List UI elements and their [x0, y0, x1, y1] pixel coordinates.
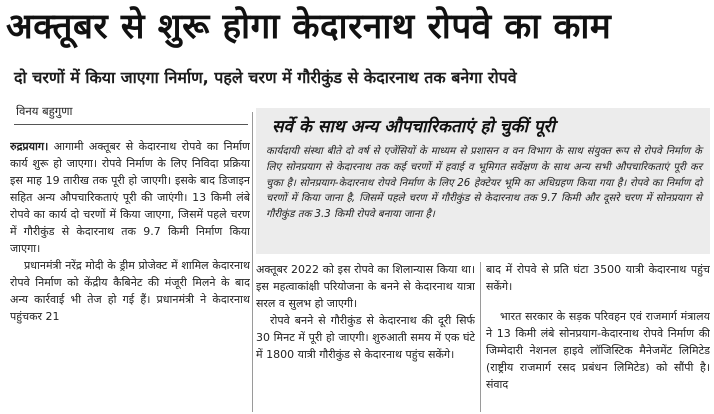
column-divider — [252, 112, 253, 412]
article-paragraph: प्रधानमंत्री नरेंद्र मोदी के ड्रीम प्रोजेक्ट में शामिल केदारनाथ रोपवे निर्माण को केंद्रीय कैबिनेट की मंजूरी मिलने के बाद अन्य कार्रवाई भी तेज हो गई हैं। प्रधानमंत्री ने केदारनाथ पहुंचकर 21 — [10, 259, 250, 323]
article-paragraph: रोपवे बनने से गौरीकुंड से केदारनाथ की दूरी सिर्फ 30 मिनट में पूरी हो जाएगी। शुरुआती समय में एक घंटे में 1800 यात्री गौरीकुंड से केदारनाथ पहुंच सकेंगे। — [256, 314, 475, 361]
article-paragraph: बाद में रोपवे से प्रति घंटा 3500 यात्री केदारनाथ पहुंच सकेंगे। — [486, 263, 710, 293]
column-divider — [480, 262, 481, 412]
article-paragraph — [10, 138, 250, 257]
sidebar-box — [256, 108, 710, 254]
sidebar-body — [266, 144, 702, 223]
article-column-middle — [256, 261, 475, 414]
article-column-left — [10, 138, 250, 414]
byline-rule — [14, 124, 248, 125]
dateline: रुद्रप्रयाग। — [10, 140, 49, 153]
sidebar-title: सर्वे के साथ अन्य औपचारिकताएं हो चुकीं पूरी — [272, 117, 555, 137]
sidebar-paragraph: कार्यदायी संस्था बीते दो वर्ष से एजेंसियों के माध्यम से प्रशासन व वन विभाग के साथ संयुक्त रूप से रोपवे निर्माण के लिए सोनप्रयाग से केदारनाथ तक कई चरणों में हवाई व भूमिगत सर्वेक्षण के साथ अन्य सभी औपचारिकताएं पूरी कर चुका है। सोनप्रयाग-केदारनाथ रोपवे निर्माण के लिए 26 हेक्टेयर भूमि का अधिग्रहण किया गया है। रोपवे का निर्माण दो चरणों में किया जाना है, जिसमें पहले चरण में गौरीकुंड से केदारनाथ तक 9.7 किमी और दूसरे चरण में सोनप्रयाग से गौरीकुंड तक 3.3 किमी रोपवे बनाया जाना है। — [266, 146, 702, 221]
article-text: आगामी अक्तूबर से केदारनाथ रोपवे का निर्माण कार्य शुरू हो जाएगा। रोपवे निर्माण के लिए निविदा प्रक्रिया इस माह 19 तारीख तक पूरी हो जाएगी। इसके बाद डिजाइन सहित अन्य औपचारिकताएं पूरी की जाएंगी। 13 किमी लंबे रोपवे का कार्य दो चरणों में किया जाएगा, जिसमें पहले चरण में गौरीकुंड से केदारनाथ तक 9.7 किमी निर्माण किया जाएगा। — [10, 140, 250, 255]
article-paragraph: भारत सरकार के सड़क परिवहन एवं राजमार्ग मंत्रालय ने 13 किमी लंबे सोनप्रयाग-केदारनाथ रोपवे निर्माण की जिम्मेदारी नेशनल हाइवे लॉजिस्टिक मैनेजमेंट लिमिटेड (राष्ट्रीय राजमार्ग रसद प्रबंधन लिमिटेड) को सौंपी है। संवाद — [486, 310, 710, 391]
article-column-right — [486, 261, 710, 414]
byline: विनय बहुगुणा — [16, 104, 73, 118]
subheadline: दो चरणों में किया जाएगा निर्माण, पहले चरण में गौरीकुंड से केदारनाथ तक बनेगा रोपवे — [14, 68, 517, 87]
headline: अक्तूबर से शुरू होगा केदारनाथ रोपवे का काम — [6, 7, 612, 47]
article-paragraph: अक्तूबर 2022 को इस रोपवे का शिलान्यास किया था। इस महत्वाकांक्षी परियोजना के बनने से केदारनाथ यात्रा सरल व सुलभ हो जाएगी। — [256, 263, 475, 310]
